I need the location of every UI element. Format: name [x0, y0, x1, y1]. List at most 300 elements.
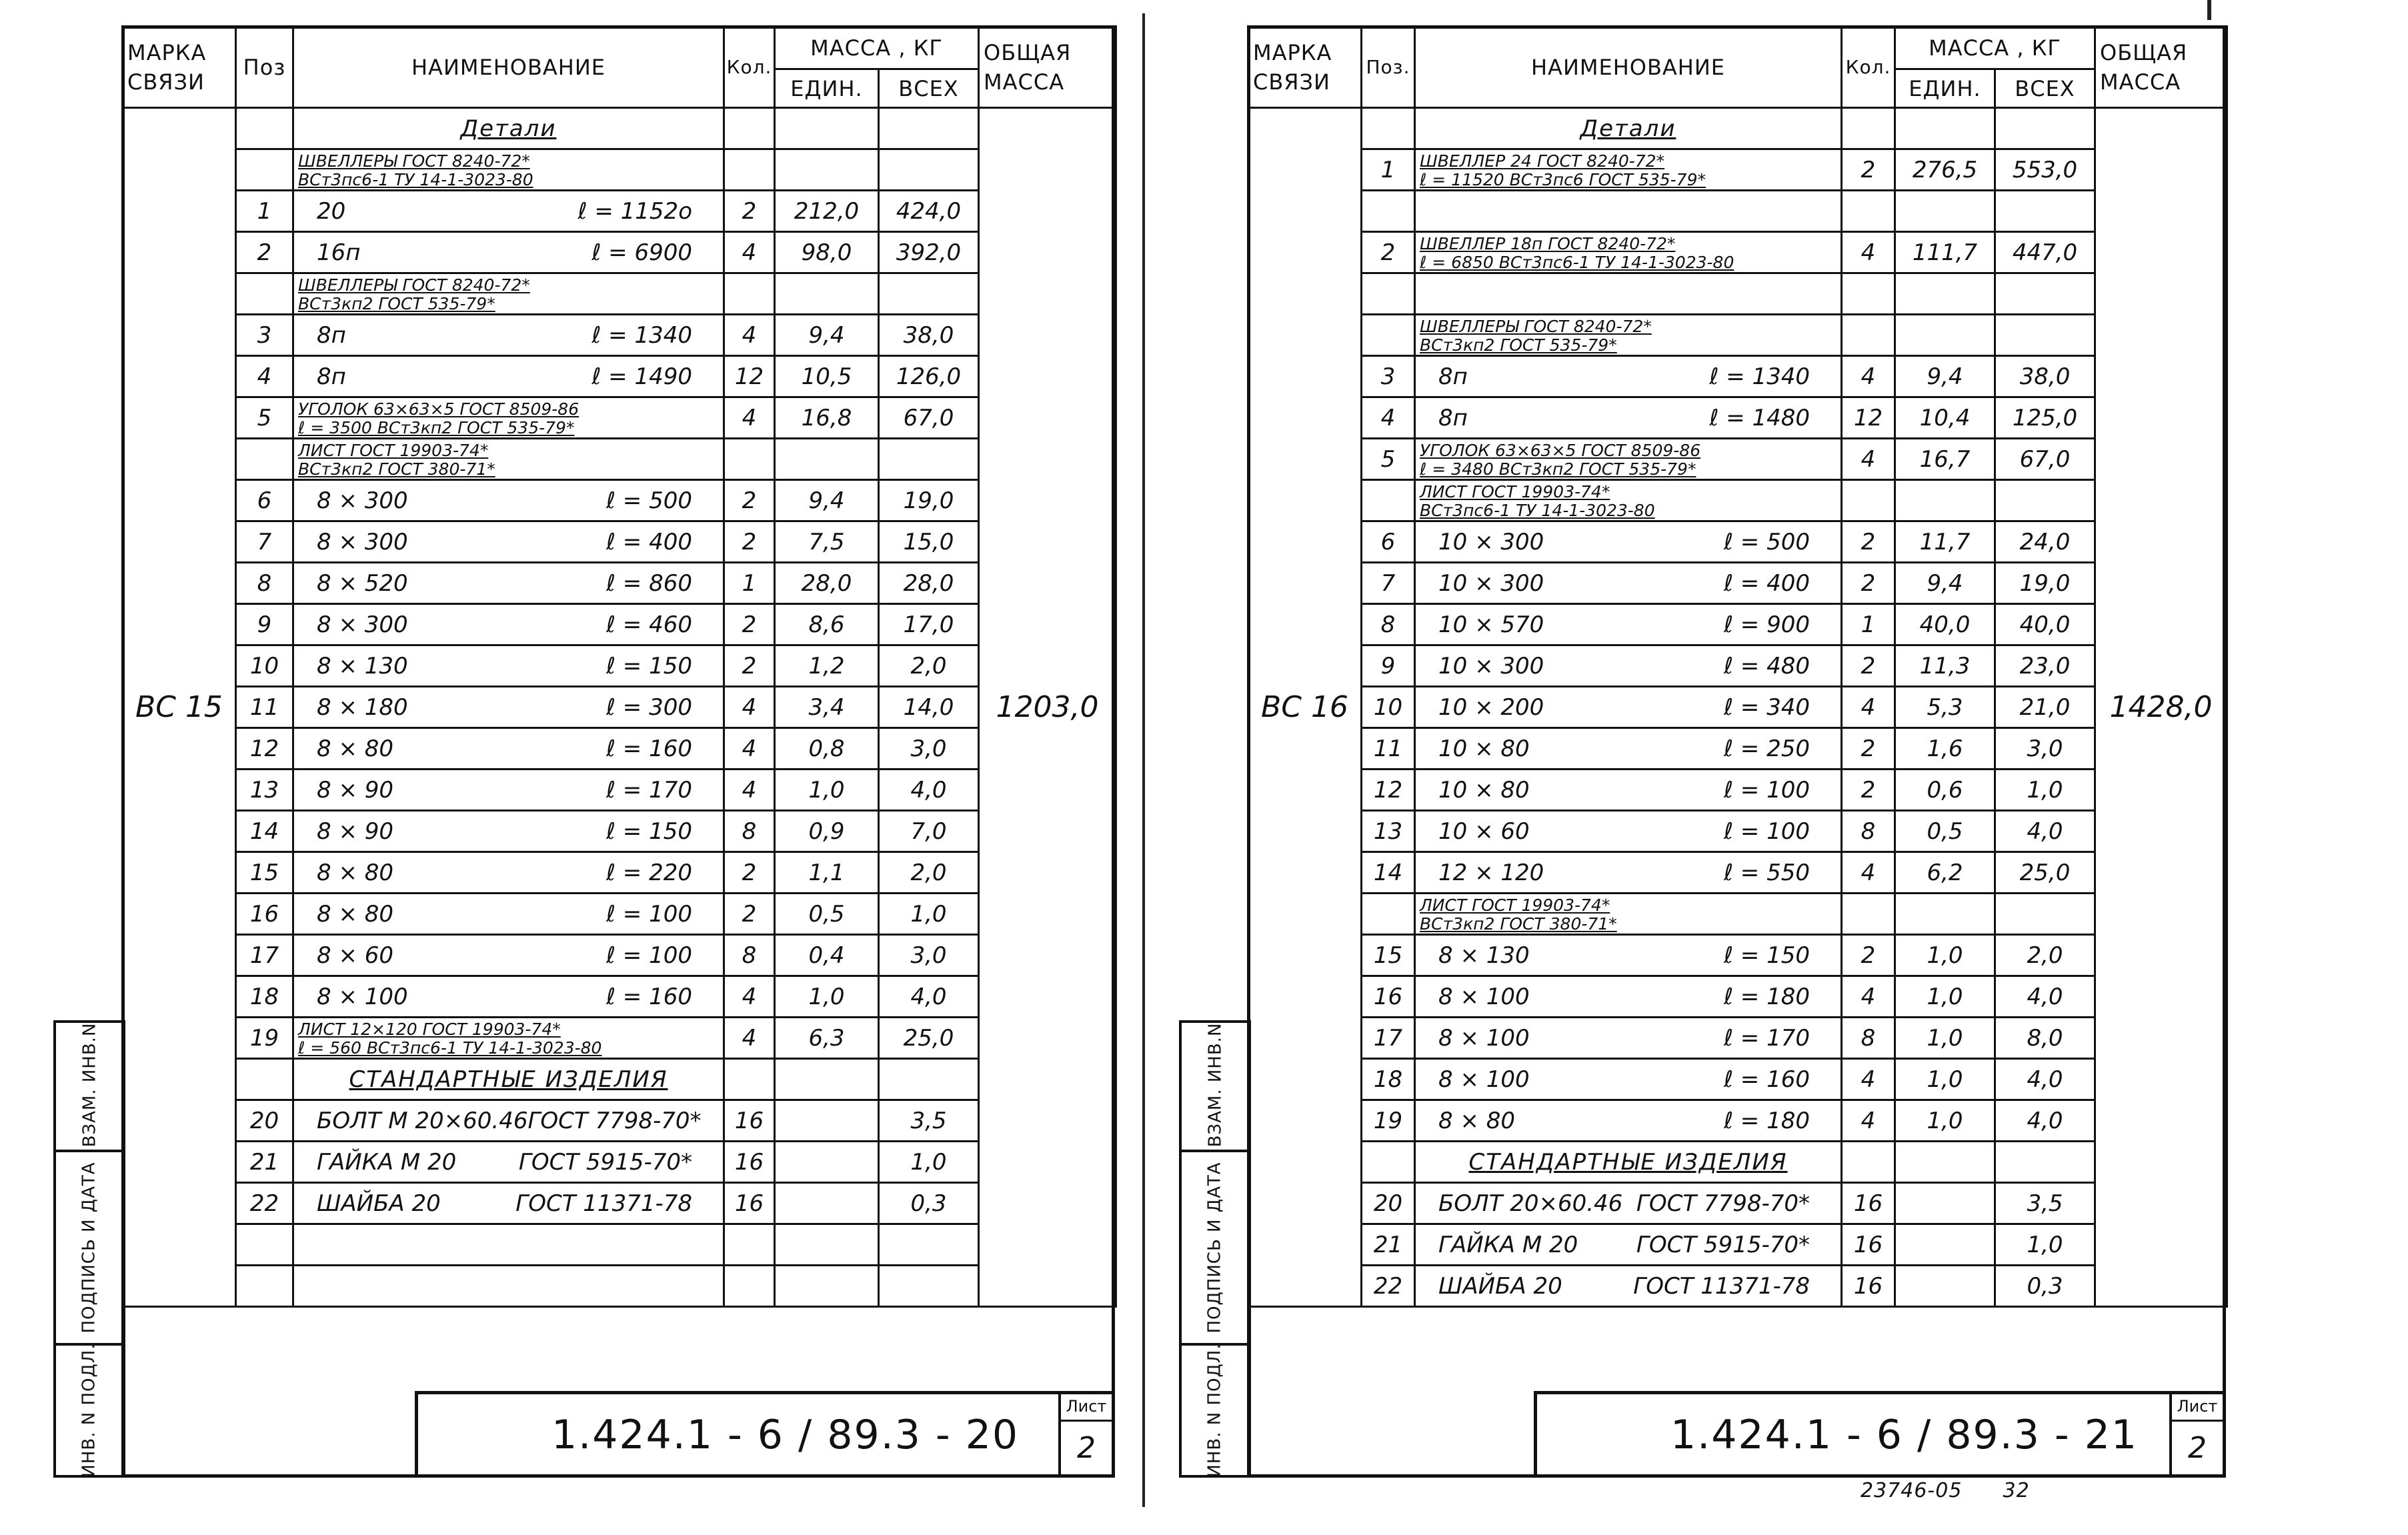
qty-cell: 4 — [724, 315, 775, 356]
item-profile: БОЛТ М 20×60.46 — [317, 1107, 528, 1134]
item-profile: 10 × 80 — [1438, 776, 1530, 804]
pos-cell — [236, 1266, 293, 1307]
page-divider — [1142, 13, 1145, 1507]
qty-cell — [724, 108, 775, 149]
name-cell — [1415, 191, 1842, 232]
item-length: ℓ = 180 — [1723, 983, 1810, 1010]
item-name — [1420, 942, 1837, 969]
qty-cell: 8 — [724, 811, 775, 852]
all-cell: 23,0 — [1995, 645, 2095, 687]
name-cell — [293, 397, 724, 439]
item-name — [1420, 570, 1837, 597]
group-line: ВСт3кп2 ГОСТ 535-79* — [298, 293, 495, 313]
unit-cell: 7,5 — [775, 521, 879, 563]
item-name — [1420, 611, 1837, 638]
name-cell — [293, 811, 724, 852]
all-cell — [879, 273, 979, 315]
all-cell: 40,0 — [1995, 604, 2095, 645]
header-mass: МАССА , КГ — [1895, 27, 2095, 69]
unit-cell: 1,0 — [1895, 1059, 1995, 1100]
name-cell — [1415, 728, 1842, 770]
qty-cell: 16 — [724, 1142, 775, 1183]
unit-cell: 212,0 — [775, 191, 879, 232]
item-profile: 8 × 180 — [317, 693, 408, 721]
item-profile: 12 × 120 — [1438, 859, 1544, 886]
table-row — [123, 604, 1116, 645]
qty-cell: 2 — [1842, 645, 1895, 687]
pos-cell: 6 — [1362, 521, 1415, 563]
right-side-strip — [1179, 1020, 1251, 1478]
item-profile: 16п — [317, 239, 361, 266]
item-length: ℓ = 550 — [1723, 859, 1810, 886]
left-sheet-box — [1058, 1394, 1112, 1474]
all-cell: 3,5 — [1995, 1183, 2095, 1224]
right-side-label-podpis: ПОДПИСЬ И ДАТА — [1205, 1162, 1226, 1334]
qty-cell: 2 — [724, 480, 775, 521]
group-heading — [1420, 440, 1837, 479]
pos-cell: 18 — [1362, 1059, 1415, 1100]
item-length: ℓ = 150 — [606, 818, 692, 845]
pos-cell: 6 — [236, 480, 293, 521]
qty-cell: 2 — [724, 604, 775, 645]
table-row — [123, 480, 1116, 521]
all-cell: 1,0 — [1995, 1224, 2095, 1266]
name-cell — [293, 191, 724, 232]
table-row — [1248, 1018, 2227, 1059]
item-length: ℓ = 1152о — [577, 197, 692, 225]
group-line: ШВЕЛЛЕР 18п ГОСТ 8240-72* — [1420, 233, 1676, 253]
all-cell: 3,0 — [1995, 728, 2095, 770]
table-row — [1248, 563, 2227, 604]
qty-cell: 4 — [724, 232, 775, 273]
item-length: ℓ = 100 — [606, 900, 692, 928]
group-line: ЛИСТ ГОСТ 19903-74* — [298, 440, 489, 460]
right-side-cell-podpis — [1182, 1150, 1248, 1343]
qty-cell: 2 — [724, 852, 775, 894]
qty-cell: 2 — [1842, 563, 1895, 604]
unit-cell — [775, 149, 879, 191]
archive-number — [1861, 1479, 2030, 1502]
all-cell: 24,0 — [1995, 521, 2095, 563]
table-row — [1248, 356, 2227, 397]
left-drawing-code: 1.424.1 - 6 / 89.3 - 20 — [551, 1412, 1020, 1458]
table-row — [123, 439, 1116, 480]
table-row — [1248, 687, 2227, 728]
group-line: ШВЕЛЛЕРЫ ГОСТ 8240-72* — [298, 275, 530, 295]
pos-cell: 10 — [1362, 687, 1415, 728]
item-name — [298, 611, 719, 638]
all-cell: 1,0 — [1995, 770, 2095, 811]
item-name — [298, 901, 719, 928]
unit-cell — [775, 273, 879, 315]
item-profile: 8п — [1438, 363, 1468, 390]
name-cell — [293, 315, 724, 356]
all-cell: 67,0 — [1995, 439, 2095, 480]
table-row — [1248, 852, 2227, 894]
table-row — [1248, 1100, 2227, 1142]
pos-cell: 12 — [1362, 770, 1415, 811]
group-line: ЛИСТ ГОСТ 19903-74* — [1420, 481, 1610, 501]
all-cell — [879, 149, 979, 191]
table-row — [123, 1266, 1116, 1307]
item-profile: 10 × 60 — [1438, 818, 1530, 845]
all-cell: 392,0 — [879, 232, 979, 273]
pos-cell: 4 — [1362, 397, 1415, 439]
table-row — [123, 232, 1116, 273]
item-length: ГОСТ 11371-78 — [515, 1190, 692, 1217]
mark-cell: ВС 16 — [1248, 108, 1362, 1307]
item-name — [298, 694, 719, 721]
item-profile: 8п — [317, 321, 346, 349]
table-row — [123, 935, 1116, 976]
qty-cell: 2 — [724, 521, 775, 563]
item-name — [1420, 1190, 1837, 1217]
name-cell — [293, 1183, 724, 1224]
all-cell: 447,0 — [1995, 232, 2095, 273]
item-length: ℓ = 340 — [1723, 693, 1810, 721]
item-profile: 8 × 80 — [1438, 1107, 1515, 1134]
name-cell — [1415, 1059, 1842, 1100]
group-line: ВСт3кп2 ГОСТ 535-79* — [1420, 335, 1617, 355]
item-name — [298, 239, 719, 266]
header-total — [2095, 27, 2227, 108]
item-name — [298, 653, 719, 679]
item-length: ГОСТ 5915-70* — [1636, 1231, 1810, 1258]
item-length: ℓ = 250 — [1723, 735, 1810, 762]
name-cell — [293, 273, 724, 315]
all-cell: 21,0 — [1995, 687, 2095, 728]
table-row — [1248, 728, 2227, 770]
name-cell — [293, 935, 724, 976]
left-spec-table — [121, 25, 1117, 1308]
all-cell: 67,0 — [879, 397, 979, 439]
right-sheet-label: Лист — [2172, 1394, 2223, 1422]
name-cell — [293, 1100, 724, 1142]
group-heading — [1420, 481, 1837, 520]
right-title-block — [1534, 1391, 2226, 1478]
qty-cell: 8 — [1842, 811, 1895, 852]
qty-cell: 4 — [724, 397, 775, 439]
name-cell — [1415, 480, 1842, 521]
unit-cell: 11,7 — [1895, 521, 1995, 563]
qty-cell — [1842, 273, 1895, 315]
table-row — [123, 191, 1116, 232]
all-cell: 4,0 — [1995, 976, 2095, 1018]
unit-cell: 16,7 — [1895, 439, 1995, 480]
all-cell — [1995, 894, 2095, 935]
table-row — [1248, 1183, 2227, 1224]
name-cell — [1415, 1100, 1842, 1142]
qty-cell: 2 — [1842, 770, 1895, 811]
item-profile: 8 × 130 — [317, 652, 408, 679]
all-cell: 4,0 — [1995, 1059, 2095, 1100]
group-heading — [298, 275, 719, 313]
pos-cell: 9 — [236, 604, 293, 645]
pos-cell: 22 — [236, 1183, 293, 1224]
unit-cell: 9,4 — [1895, 356, 1995, 397]
qty-cell: 1 — [724, 563, 775, 604]
item-name — [1420, 777, 1837, 804]
item-name — [298, 529, 719, 555]
qty-cell: 2 — [1842, 935, 1895, 976]
table-row — [123, 645, 1116, 687]
unit-cell: 0,4 — [775, 935, 879, 976]
all-cell: 19,0 — [1995, 563, 2095, 604]
item-name — [1420, 694, 1837, 721]
item-length: ℓ = 100 — [1723, 776, 1810, 804]
header-mass: МАССА , КГ — [775, 27, 979, 69]
item-name — [1420, 818, 1837, 845]
table-row — [1248, 894, 2227, 935]
item-profile: ГАЙКА М 20 — [317, 1148, 457, 1176]
table-row — [1248, 108, 2227, 149]
item-profile: 10 × 300 — [1438, 528, 1544, 555]
item-name — [1420, 653, 1837, 679]
all-cell: 28,0 — [879, 563, 979, 604]
all-cell — [879, 1059, 979, 1100]
all-cell: 38,0 — [1995, 356, 2095, 397]
group-heading — [298, 399, 719, 437]
name-cell — [1415, 1266, 1842, 1307]
qty-cell: 4 — [1842, 976, 1895, 1018]
name-cell: СТАНДАРТНЫЕ ИЗДЕЛИЯ — [293, 1059, 724, 1100]
pos-cell — [236, 1059, 293, 1100]
qty-cell: 16 — [724, 1100, 775, 1142]
pos-cell: 11 — [1362, 728, 1415, 770]
group-line: ℓ = 560 ВСт3пс6-1 ТУ 14-1-3023-80 — [298, 1038, 602, 1058]
right-sheet-box — [2169, 1394, 2223, 1474]
unit-cell — [775, 1183, 879, 1224]
qty-cell: 2 — [1842, 521, 1895, 563]
item-profile: 8 × 100 — [1438, 983, 1530, 1010]
qty-cell: 4 — [724, 687, 775, 728]
table-row — [1248, 273, 2227, 315]
pos-cell — [236, 108, 293, 149]
item-length: ℓ = 160 — [1723, 1066, 1810, 1093]
right-side-cell-inv — [1182, 1343, 1248, 1478]
table-row — [1248, 315, 2227, 356]
all-cell: 15,0 — [879, 521, 979, 563]
pos-cell — [1362, 273, 1415, 315]
all-cell: 25,0 — [1995, 852, 2095, 894]
all-cell: 4,0 — [879, 770, 979, 811]
group-heading — [1420, 316, 1837, 355]
name-cell — [1415, 935, 1842, 976]
pos-cell: 14 — [1362, 852, 1415, 894]
table-row — [123, 1183, 1116, 1224]
name-cell — [293, 1018, 724, 1059]
right-spec-body — [1248, 108, 2227, 1307]
pos-cell — [236, 149, 293, 191]
header-all: ВСЕХ — [1995, 69, 2095, 108]
pos-cell: 3 — [236, 315, 293, 356]
pos-cell — [236, 1224, 293, 1266]
table-row — [123, 894, 1116, 935]
qty-cell — [724, 1266, 775, 1307]
pos-cell: 14 — [236, 811, 293, 852]
archive-page: 32 — [2003, 1479, 2030, 1502]
qty-cell: 4 — [1842, 232, 1895, 273]
unit-cell: 1,1 — [775, 852, 879, 894]
group-heading — [1420, 233, 1837, 272]
qty-cell: 16 — [724, 1183, 775, 1224]
all-cell: 4,0 — [1995, 1100, 2095, 1142]
unit-cell — [775, 1100, 879, 1142]
group-line: ШВЕЛЛЕРЫ ГОСТ 8240-72* — [298, 151, 530, 171]
left-side-strip — [53, 1020, 125, 1478]
left-side-label-podpis: ПОДПИСЬ И ДАТА — [79, 1162, 100, 1334]
pos-cell: 16 — [1362, 976, 1415, 1018]
left-sheet-number: 2 — [1077, 1430, 1096, 1465]
item-name — [298, 1190, 719, 1217]
qty-cell — [1842, 191, 1895, 232]
name-cell — [293, 356, 724, 397]
unit-cell — [1895, 273, 1995, 315]
name-cell — [1415, 397, 1842, 439]
header-mark — [1248, 27, 1362, 108]
name-cell — [1415, 811, 1842, 852]
name-cell — [1415, 315, 1842, 356]
header-name: НАИМЕНОВАНИЕ — [1415, 27, 1842, 108]
unit-cell: 40,0 — [1895, 604, 1995, 645]
name-cell — [293, 439, 724, 480]
left-side-cell-vzam — [56, 1020, 123, 1150]
all-cell — [1995, 108, 2095, 149]
pos-cell: 12 — [236, 728, 293, 770]
group-line: ВСт3кп2 ГОСТ 380-71* — [1420, 914, 1617, 934]
left-side-cell-podpis — [56, 1150, 123, 1343]
total-mass-cell: 1428,0 — [2095, 108, 2227, 1307]
name-cell — [293, 728, 724, 770]
unit-cell: 9,4 — [1895, 563, 1995, 604]
item-profile: ГАЙКА М 20 — [1438, 1231, 1578, 1258]
table-row — [1248, 149, 2227, 191]
qty-cell: 12 — [1842, 397, 1895, 439]
table-row — [123, 1059, 1116, 1100]
table-row — [1248, 480, 2227, 521]
item-profile: 10 × 80 — [1438, 735, 1530, 762]
item-profile: 8 × 100 — [1438, 1024, 1530, 1052]
unit-cell: 8,6 — [775, 604, 879, 645]
unit-cell: 1,0 — [1895, 1018, 1995, 1059]
unit-cell: 16,8 — [775, 397, 879, 439]
qty-cell: 4 — [1842, 439, 1895, 480]
header-total-line1: ОБЩАЯ — [984, 39, 1072, 65]
name-cell — [1415, 852, 1842, 894]
item-profile: 8 × 100 — [317, 983, 408, 1010]
qty-cell: 4 — [724, 976, 775, 1018]
left-spec-body — [123, 108, 1116, 1307]
unit-cell: 11,3 — [1895, 645, 1995, 687]
table-row — [123, 149, 1116, 191]
name-cell: СТАНДАРТНЫЕ ИЗДЕЛИЯ — [1415, 1142, 1842, 1183]
unit-cell: 1,0 — [1895, 976, 1995, 1018]
unit-cell — [1895, 1266, 1995, 1307]
table-row — [1248, 811, 2227, 852]
item-length: ℓ = 6900 — [591, 239, 692, 266]
item-profile: 8 × 520 — [317, 569, 408, 597]
table-row — [1248, 976, 2227, 1018]
item-length: ℓ = 100 — [606, 942, 692, 969]
all-cell — [1995, 191, 2095, 232]
qty-cell — [1842, 315, 1895, 356]
pos-cell: 15 — [236, 852, 293, 894]
table-row — [123, 1018, 1116, 1059]
all-cell — [879, 439, 979, 480]
all-cell: 125,0 — [1995, 397, 2095, 439]
qty-cell: 4 — [724, 728, 775, 770]
pos-cell: 22 — [1362, 1266, 1415, 1307]
name-cell — [293, 232, 724, 273]
all-cell: 17,0 — [879, 604, 979, 645]
unit-cell: 0,8 — [775, 728, 879, 770]
table-row — [123, 770, 1116, 811]
unit-cell: 98,0 — [775, 232, 879, 273]
item-name — [298, 570, 719, 597]
all-cell: 2,0 — [1995, 935, 2095, 976]
pos-cell: 8 — [1362, 604, 1415, 645]
name-cell — [293, 645, 724, 687]
unit-cell: 6,2 — [1895, 852, 1995, 894]
item-length: ℓ = 900 — [1723, 611, 1810, 638]
unit-cell — [775, 1059, 879, 1100]
table-row — [123, 1100, 1116, 1142]
qty-cell: 4 — [1842, 1059, 1895, 1100]
table-row — [1248, 439, 2227, 480]
item-name — [1420, 1025, 1837, 1052]
item-length: ГОСТ 7798-70* — [1636, 1190, 1810, 1217]
all-cell: 1,0 — [879, 894, 979, 935]
header-pos: Поз — [236, 27, 293, 108]
total-mass-cell: 1203,0 — [979, 108, 1116, 1307]
unit-cell — [1895, 480, 1995, 521]
name-cell — [293, 976, 724, 1018]
item-length: ℓ = 100 — [1723, 818, 1810, 845]
unit-cell: 1,2 — [775, 645, 879, 687]
name-cell — [1415, 521, 1842, 563]
pos-cell: 13 — [236, 770, 293, 811]
name-cell — [293, 563, 724, 604]
unit-cell: 276,5 — [1895, 149, 1995, 191]
name-cell — [293, 770, 724, 811]
qty-cell: 4 — [724, 1018, 775, 1059]
header-total-line2: МАССА — [984, 69, 1065, 95]
item-length: ℓ = 400 — [606, 528, 692, 555]
group-line: ШВЕЛЛЕРЫ ГОСТ 8240-72* — [1420, 316, 1652, 336]
qty-cell: 4 — [1842, 852, 1895, 894]
unit-cell — [1895, 191, 1995, 232]
item-length: ℓ = 860 — [606, 569, 692, 597]
item-profile: 8п — [317, 363, 346, 390]
unit-cell: 0,6 — [1895, 770, 1995, 811]
pos-cell: 17 — [236, 935, 293, 976]
pos-cell — [1362, 480, 1415, 521]
all-cell: 19,0 — [879, 480, 979, 521]
name-cell: Детали — [1415, 108, 1842, 149]
group-line: УГОЛОК 63×63×5 ГОСТ 8509-86 — [298, 399, 579, 419]
group-line: ВСт3кп2 ГОСТ 380-71* — [298, 459, 495, 479]
header-all: ВСЕХ — [879, 69, 979, 108]
table-row — [123, 728, 1116, 770]
item-name — [1420, 735, 1837, 762]
all-cell: 0,3 — [879, 1183, 979, 1224]
item-name — [298, 363, 719, 390]
qty-cell: 8 — [1842, 1018, 1895, 1059]
qty-cell: 16 — [1842, 1183, 1895, 1224]
qty-cell: 1 — [1842, 604, 1895, 645]
name-cell — [293, 480, 724, 521]
item-profile: 8 × 80 — [317, 859, 393, 886]
